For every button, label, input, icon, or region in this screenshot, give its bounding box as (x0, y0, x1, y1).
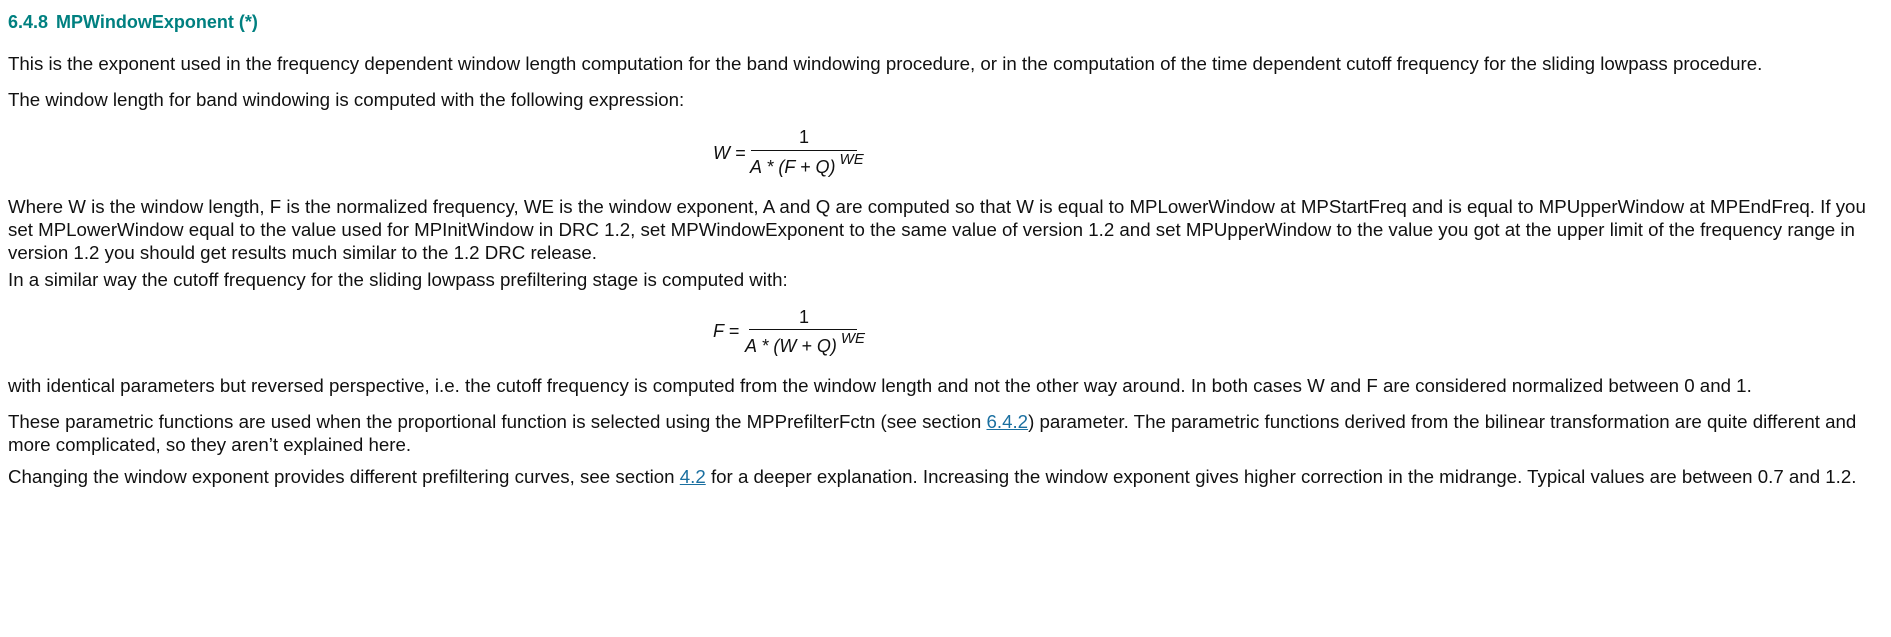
paragraph-cutoff-expression-lead: In a similar way the cutoff frequency for the sliding lowpass prefiltering stage is computed with: (8, 269, 788, 290)
paragraph-reversed-perspective: with identical parameters but reversed perspective, i.e. the cutoff frequency is computed from the window length and not the other way around. In both cases W and F are considered normalized between 0 and 1. (8, 375, 1752, 396)
formula-window-exponent: WE (839, 151, 864, 168)
formula-cutoff-lhs: F = (713, 321, 740, 341)
section-title: MPWindowExponent (*) (56, 12, 258, 32)
paragraph-intro: This is the exponent used in the frequency dependent window length computation for the band windowing procedure, or in the computation of the time dependent cutoff frequency for the sliding lowpass procedure. (8, 53, 1763, 74)
formula-cutoff-numerator: 1 (799, 307, 810, 327)
formula-cutoff-exponent: WE (840, 330, 866, 347)
paragraph-window-expression-lead: The window length for band windowing is computed with the following expression: (8, 89, 685, 110)
formula-window-lhs: W = (713, 143, 746, 163)
formula-window-denominator-base: A * (F + Q) (750, 157, 836, 177)
formula-cutoff-denominator-base: A * (W + Q) (745, 336, 837, 356)
paragraph-parametric-text-before: These parametric functions are used when the proportional function is selected using the MPPrefilterFctn (see section (8, 411, 987, 432)
paragraph-window-explanation: Where W is the window length, F is the normalized frequency, WE is the window exponent, A and Q are computed so that W is equal to MPLowerWindow at MPStartFreq and is equal to MPUpperWindow at MPEndFreq. If you set MPLowerWindow equal to the value used for MPInitWindow in DRC 1.2, set MPWindowExponent to the same value of version 1.2 and set MPUpperWindow to the value you got at the upper limit of the frequency range in version 1.2 you should get results much similar to the 1.2 DRC release. (8, 196, 1866, 263)
section-heading (8, 12, 258, 33)
paragraph-parametric-text-after: ) parameter. The parametric functions derived from the bilinear transformation are quite different and more complicated, so they aren’t explained here. (8, 411, 1857, 455)
formula-window-numerator: 1 (799, 127, 810, 147)
section-number: 6.4.8 (8, 12, 49, 32)
paragraph-exponent-text-before: Changing the window exponent provides different prefiltering curves, see section (8, 466, 680, 487)
formula-cutoff-denominator (745, 330, 866, 357)
formula-window-denominator (750, 151, 864, 178)
link-section-6-4-2[interactable]: 6.4.2 (986, 411, 1029, 432)
paragraph-exponent-text-after: for a deeper explanation. Increasing the window exponent gives higher correction in the midrange. Typical values are between 0.7 and 1.2. (705, 466, 1857, 487)
link-section-4-2[interactable]: 4.2 (679, 466, 706, 487)
paragraph-parametric-functions (8, 410, 1884, 456)
paragraph-window-exponent-values (8, 465, 1884, 488)
